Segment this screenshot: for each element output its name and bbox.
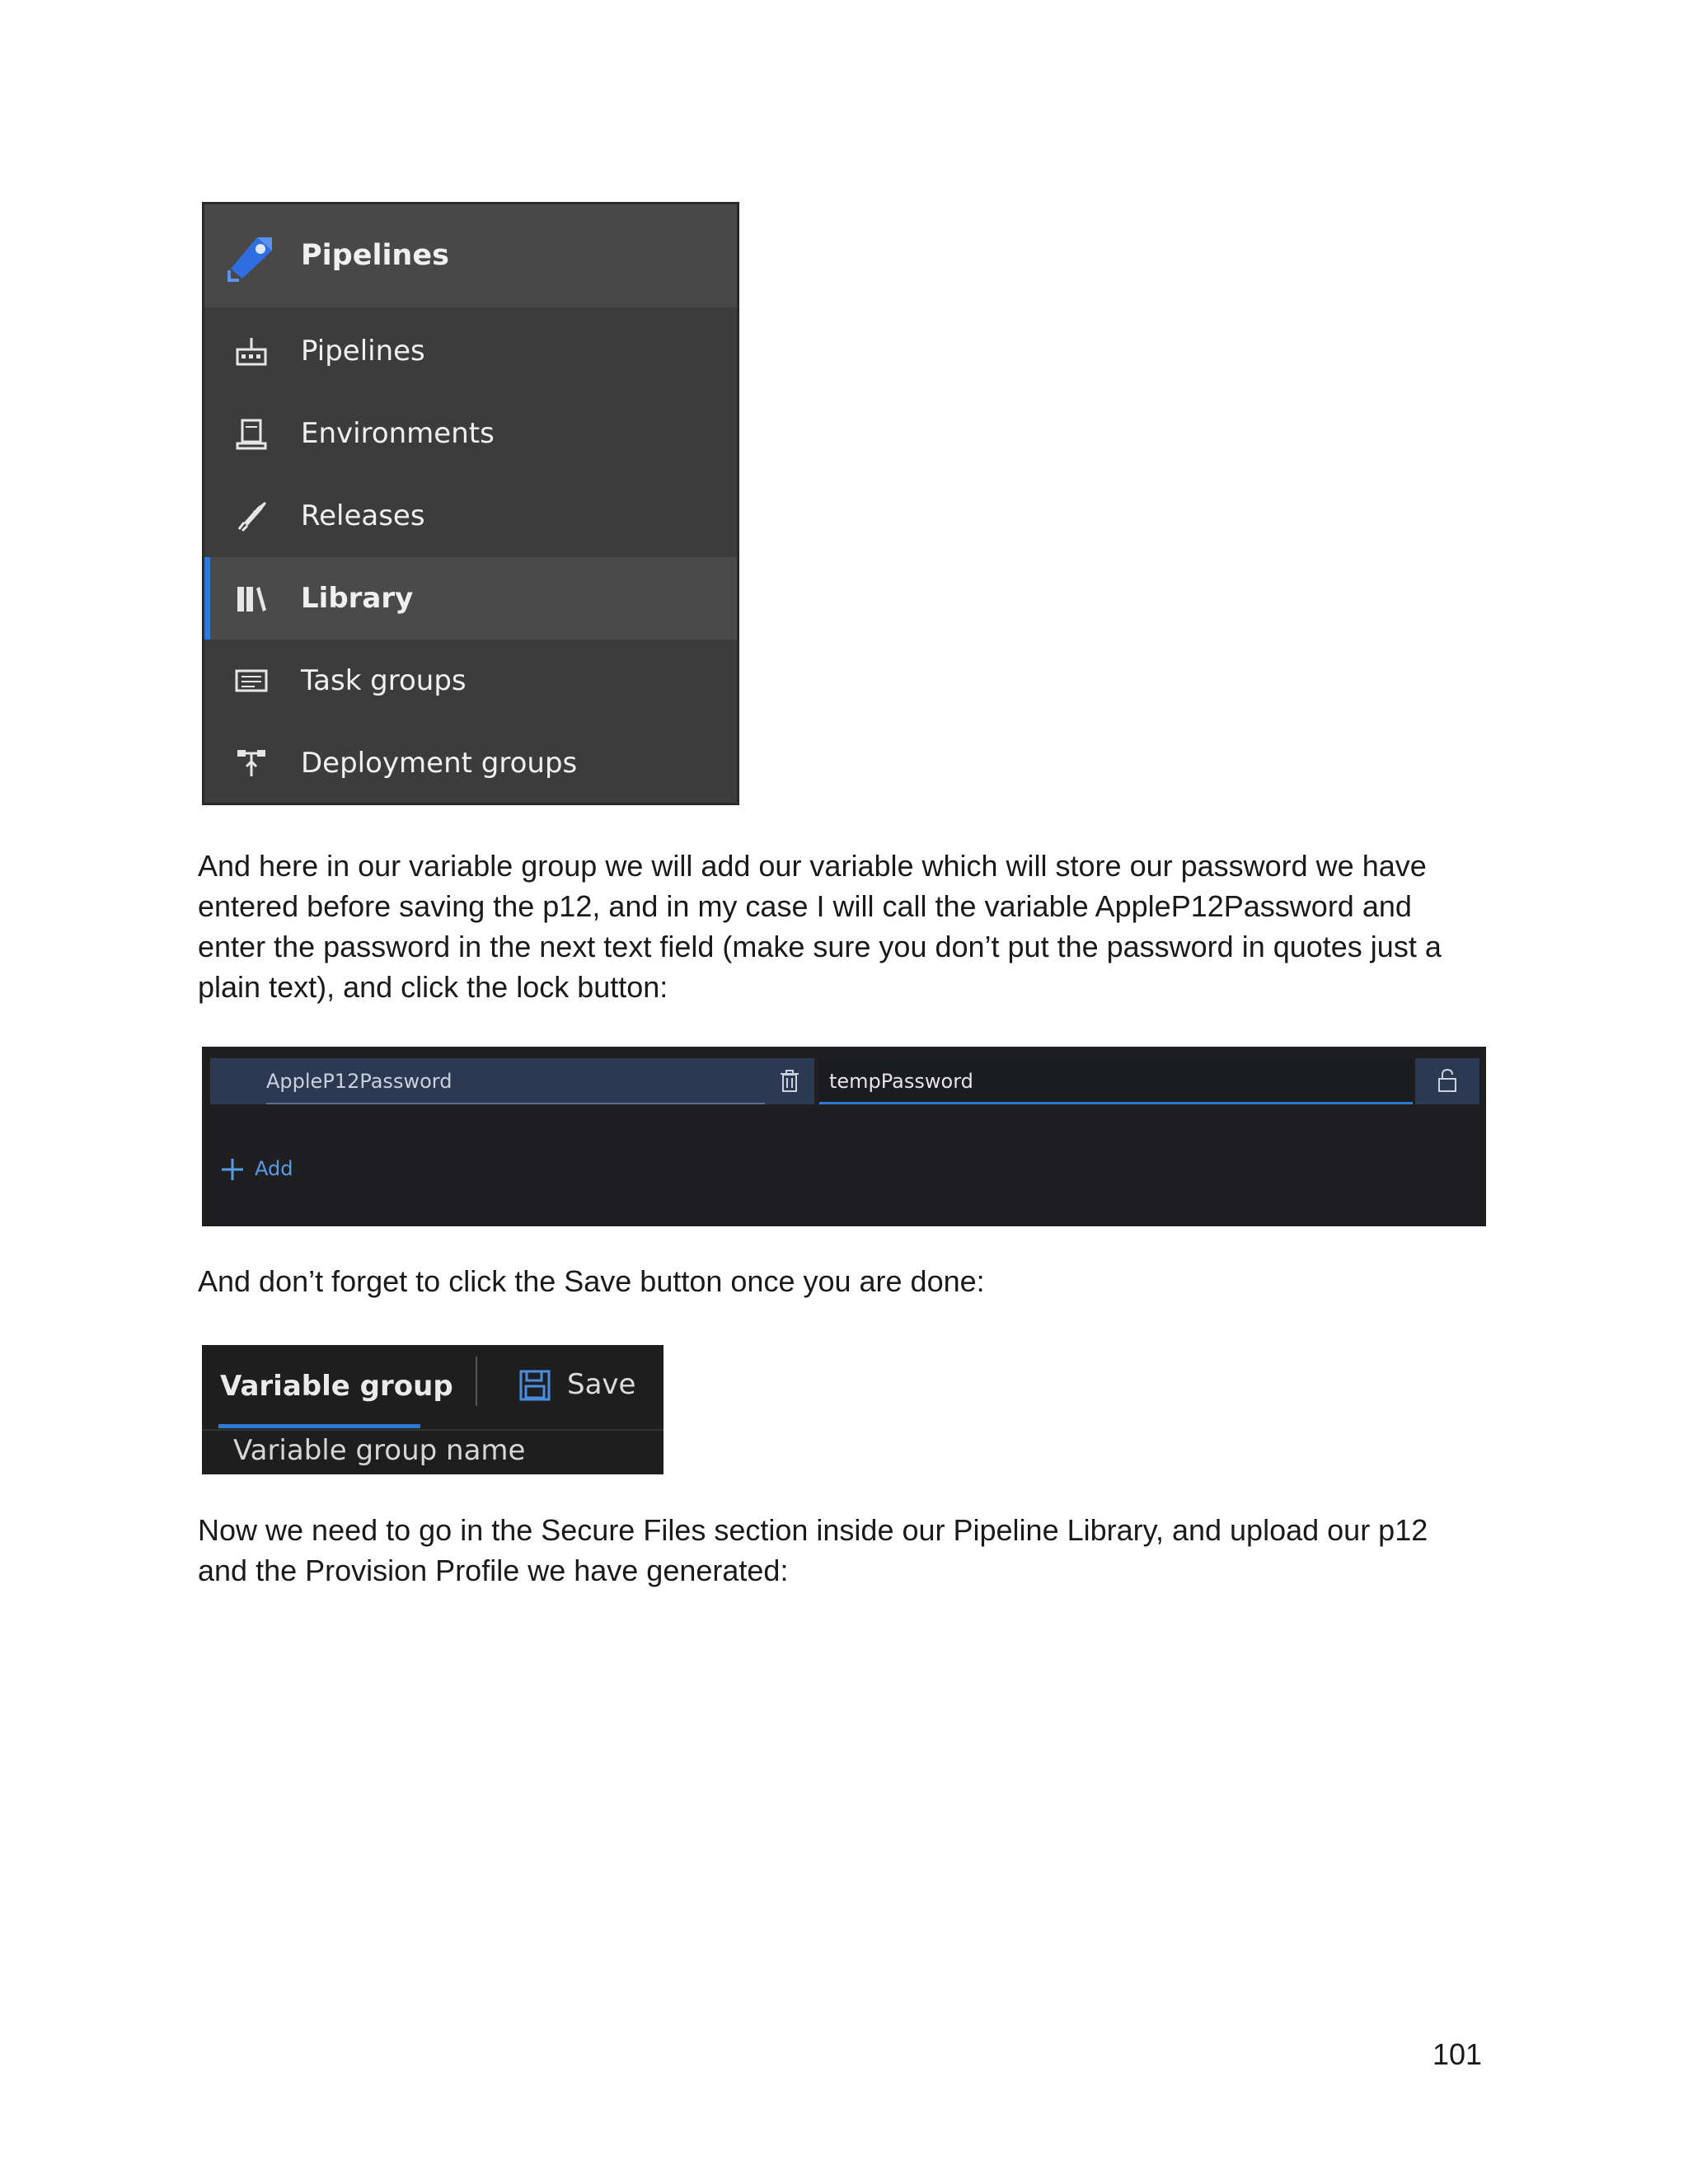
delete-variable-button[interactable]	[765, 1058, 814, 1104]
active-tab-indicator	[218, 1424, 420, 1428]
lock-variable-button[interactable]	[1415, 1058, 1479, 1104]
paragraph-line: And here in our variable group we will add our variable which will store our password we have	[198, 849, 1427, 883]
nav-item-label: Library	[301, 582, 414, 615]
nav-item-library[interactable]	[204, 557, 737, 640]
paragraph-line: plain text), and click the lock button:	[198, 970, 668, 1004]
variable-name-value: AppleP12Password	[266, 1070, 452, 1093]
releases-rocket-icon	[234, 499, 269, 534]
variable-name-input[interactable]	[210, 1058, 765, 1104]
paragraph-add-variable	[198, 846, 1500, 1007]
nav-item-label: Deployment groups	[301, 747, 578, 780]
nav-item-pipelines[interactable]	[204, 310, 737, 392]
plus-icon	[220, 1157, 245, 1182]
paragraph-secure-files	[198, 1510, 1500, 1591]
paragraph-line: And don’t forget to click the Save button once you are done:	[198, 1264, 985, 1298]
nav-header-title: Pipelines	[301, 239, 449, 272]
variable-value-underline	[819, 1102, 1413, 1104]
nav-item-label: Pipelines	[301, 335, 425, 368]
variable-name-underline	[266, 1103, 765, 1104]
nav-item-deployment-groups[interactable]	[204, 722, 737, 804]
environments-icon	[234, 417, 269, 452]
task-groups-icon	[234, 664, 269, 699]
pipelines-nav-screenshot	[202, 202, 739, 805]
trash-icon	[780, 1070, 799, 1093]
page-number: 101	[1432, 2037, 1483, 2071]
deployment-groups-icon	[234, 747, 269, 781]
paragraph-line: Now we need to go in the Secure Files section inside our Pipeline Library, and upload our p12	[198, 1513, 1428, 1547]
tab-variable-group[interactable]: Variable group	[220, 1370, 453, 1403]
nav-item-label: Environments	[301, 417, 495, 450]
paragraph-save-reminder	[198, 1261, 1500, 1301]
add-variable-label: Add	[255, 1157, 293, 1180]
save-floppy-icon	[519, 1370, 551, 1401]
azure-pipelines-logo-icon	[224, 231, 277, 284]
variable-row-screenshot	[202, 1047, 1486, 1226]
nav-item-label: Task groups	[301, 664, 467, 697]
library-books-icon	[234, 582, 269, 616]
nav-header[interactable]	[204, 204, 737, 307]
toolbar-divider	[202, 1429, 663, 1431]
variable-group-name-field[interactable]: Variable group name	[233, 1434, 526, 1467]
variable-value-text: tempPassword	[829, 1070, 973, 1093]
nav-item-task-groups[interactable]	[204, 640, 737, 722]
variable-value-input[interactable]	[819, 1058, 1413, 1104]
paragraph-line: and the Provision Profile we have generated:	[198, 1554, 789, 1587]
nav-item-label: Releases	[301, 499, 425, 532]
nav-item-releases[interactable]	[204, 475, 737, 557]
pipelines-icon	[234, 335, 269, 369]
paragraph-line: entered before saving the p12, and in my case I will call the variable AppleP12Password and	[198, 889, 1412, 923]
toolbar-separator	[476, 1357, 477, 1406]
lock-icon	[1437, 1068, 1457, 1093]
save-button-label: Save	[567, 1368, 636, 1401]
variable-group-toolbar-screenshot	[202, 1345, 663, 1474]
nav-item-environments[interactable]	[204, 392, 737, 475]
paragraph-line: enter the password in the next text field (make sure you don’t put the password in quotes just a	[198, 930, 1442, 963]
